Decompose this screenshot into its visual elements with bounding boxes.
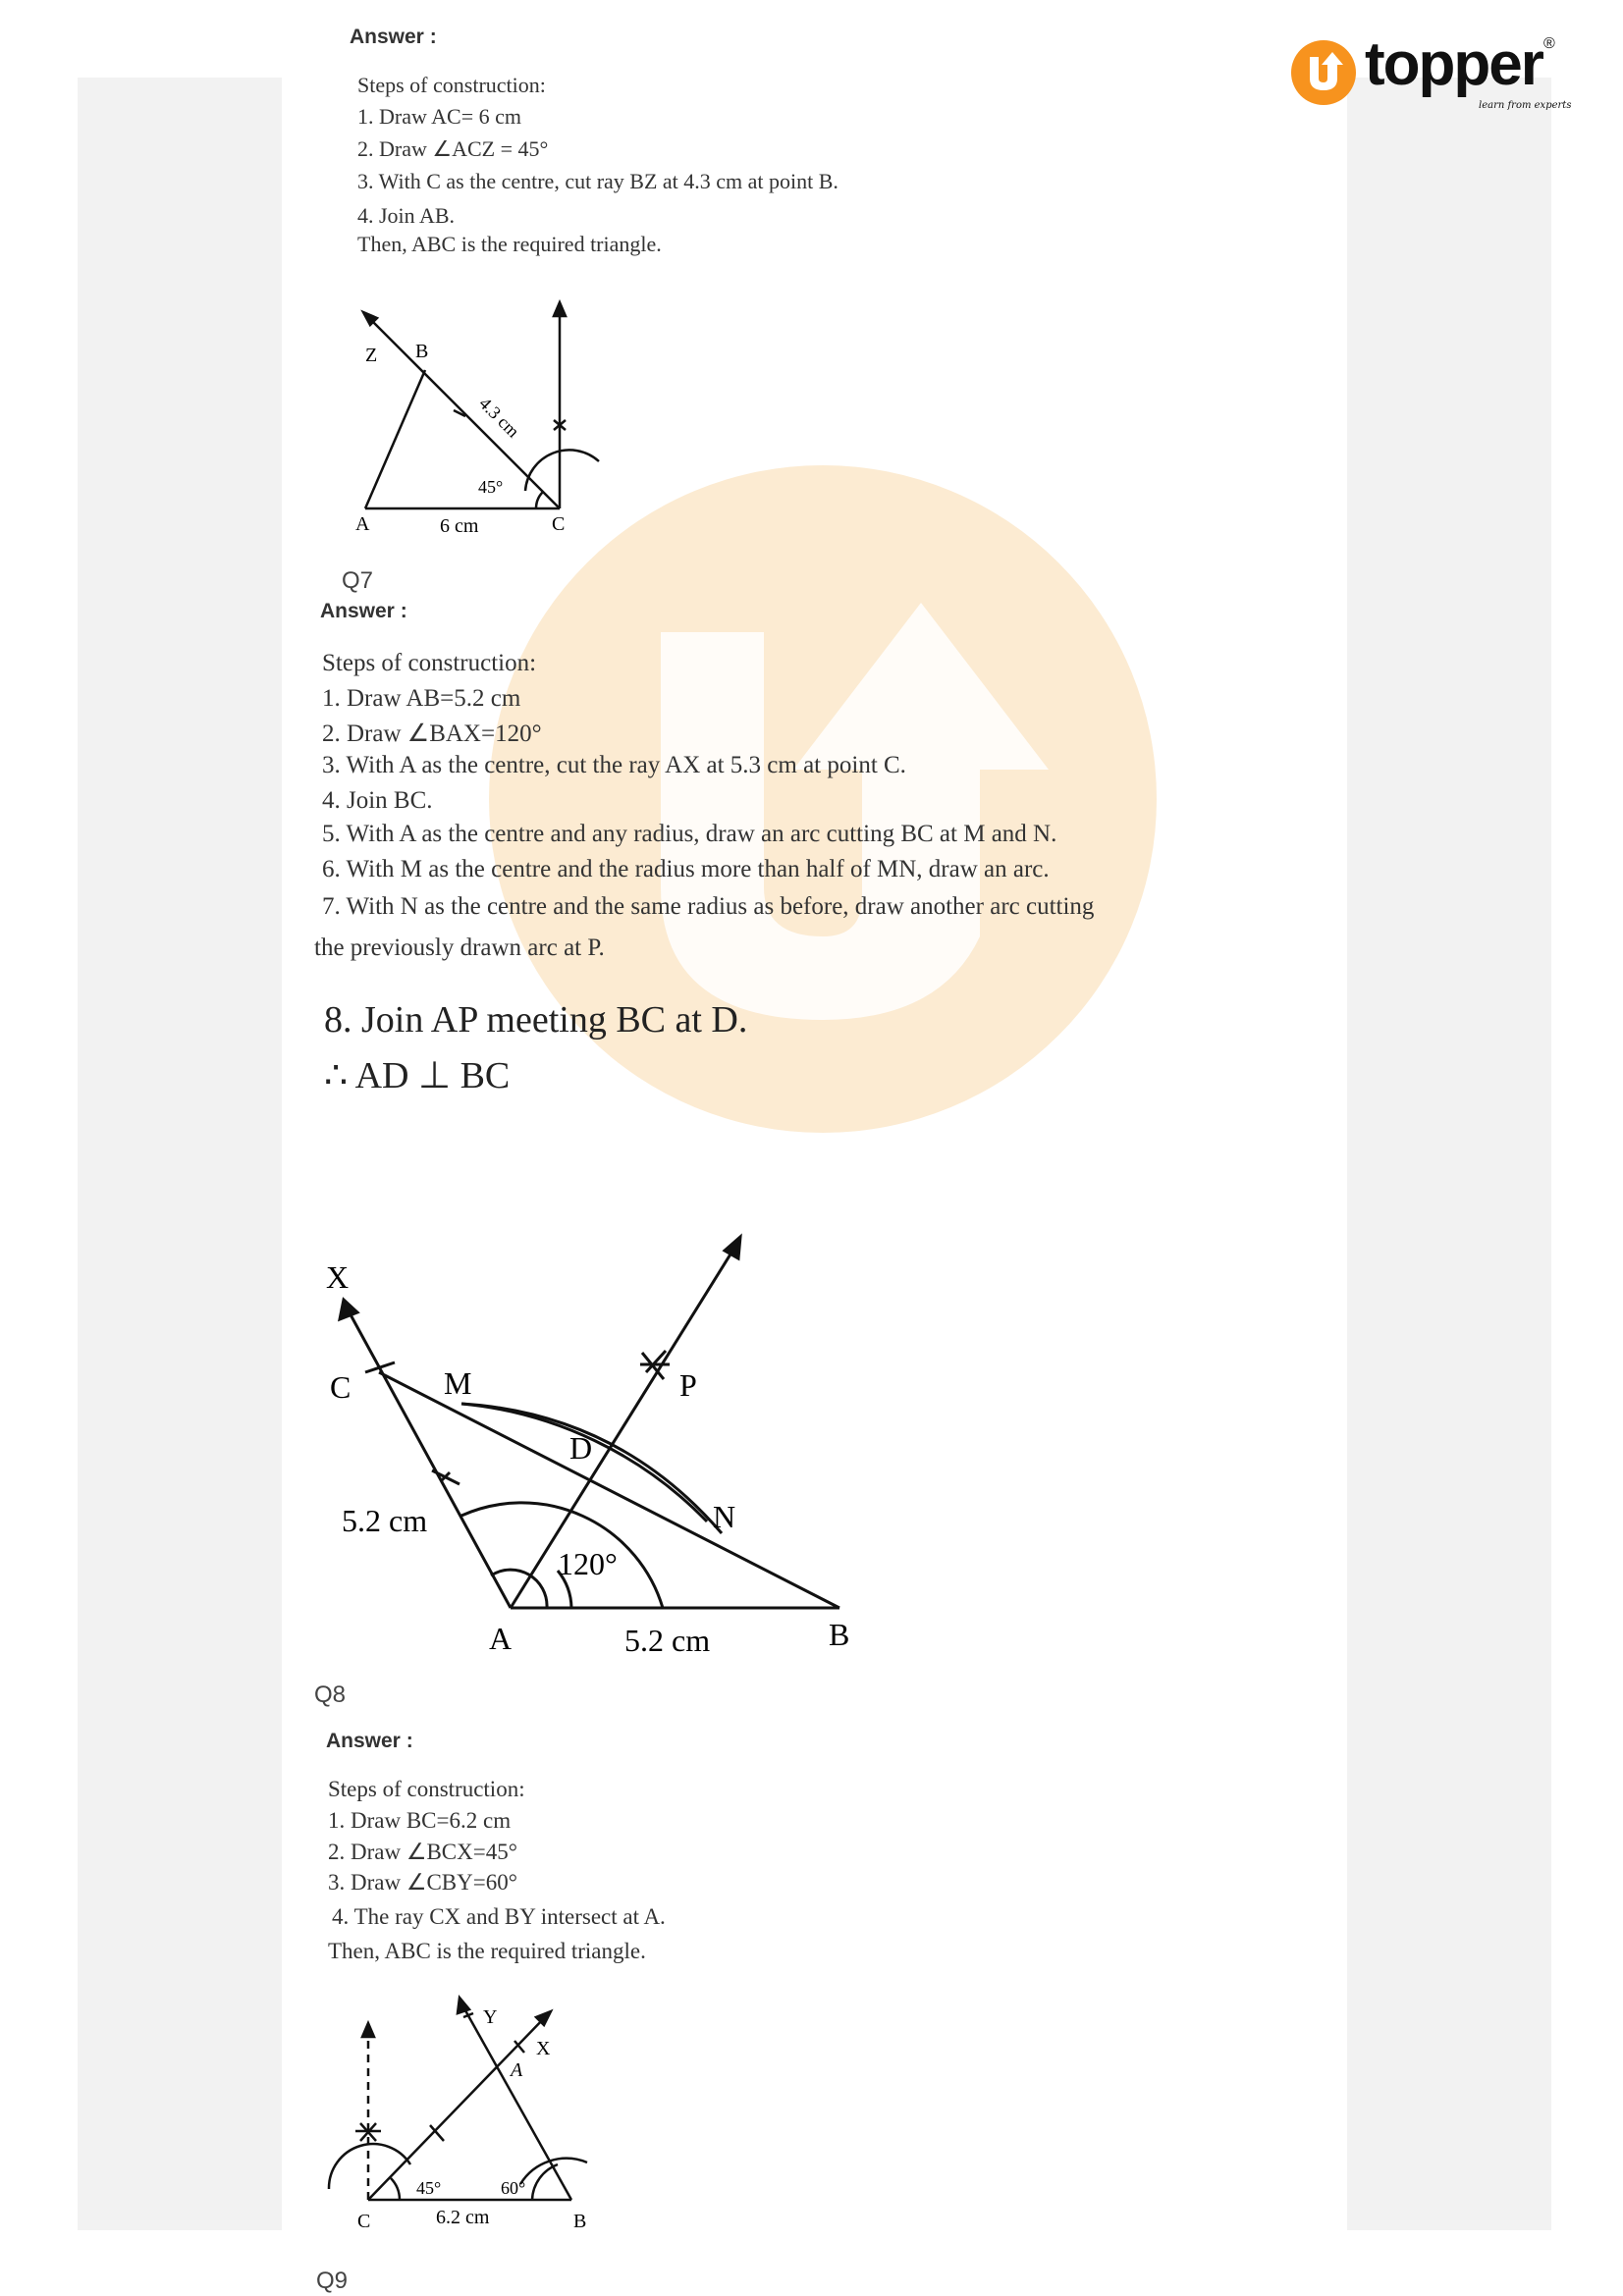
figure-side-label: 6 cm (440, 515, 479, 537)
construction-heading: Steps of construction: (357, 73, 546, 97)
figure-label: Y (483, 2006, 498, 2028)
construction-step: 6. With M as the centre and the radius more than half of MN, draw an arc. (322, 856, 1050, 882)
right-margin-panel (1347, 78, 1551, 2230)
figure-label: C (357, 2211, 371, 2232)
figure-side-label: 5.2 cm (624, 1623, 711, 1658)
figure-label: A (489, 1621, 513, 1656)
construction-step: 2. Draw ∠BCX=45° (328, 1840, 517, 1864)
question-label: Q7 (342, 567, 374, 594)
figure-angle-label: 45° (416, 2178, 442, 2198)
question-label: Q9 (316, 2268, 349, 2294)
figure-label: D (569, 1430, 593, 1466)
q6-triangle-figure (344, 294, 619, 550)
question-label: Q8 (314, 1682, 347, 1708)
q8-triangle-figure (314, 1988, 609, 2243)
q7-perpendicular-figure (314, 1227, 903, 1669)
construction-step: 2. Draw ∠BAX=120° (322, 721, 542, 747)
construction-step: 1. Draw BC=6.2 cm (328, 1808, 512, 1833)
logo-wordmark: topper (1365, 30, 1542, 98)
figure-label: M (444, 1365, 472, 1401)
construction-conclusion: ∴ AD ⊥ BC (324, 1055, 511, 1096)
figure-label: A (355, 513, 370, 535)
answer-label: Answer : (326, 1730, 413, 1752)
figure-side-label: 6.2 cm (436, 2207, 490, 2228)
figure-label: X (536, 2038, 551, 2059)
figure-label: N (713, 1499, 736, 1534)
construction-step-large: 8. Join AP meeting BC at D. (324, 999, 748, 1041)
construction-step: 5. With A as the centre and any radius, draw an arc cutting BC at M and N. (322, 821, 1057, 847)
logo-tagline: learn from experts (1479, 100, 1572, 111)
construction-step-continuation: the previously drawn arc at P. (314, 934, 605, 961)
construction-step: 4. Join AB. (357, 203, 456, 228)
construction-conclusion: Then, ABC is the required triangle. (328, 1939, 646, 1963)
construction-step: 7. With N as the centre and the same radius as before, draw another arc cutting (322, 893, 1095, 920)
left-margin-panel (78, 78, 282, 2230)
answer-label: Answer : (350, 26, 437, 48)
construction-step: 1. Draw AC= 6 cm (357, 104, 521, 129)
figure-angle-label: 45° (478, 477, 504, 497)
figure-label: Z (365, 345, 378, 366)
figure-side-label: 5.2 cm (342, 1503, 428, 1538)
topper-logo[interactable] (1286, 30, 1572, 124)
construction-heading: Steps of construction: (328, 1777, 525, 1801)
figure-label: A (511, 2059, 523, 2081)
figure-label: B (415, 341, 429, 362)
construction-heading: Steps of construction: (322, 650, 537, 676)
construction-step: 4. Join BC. (322, 787, 433, 814)
figure-label: B (829, 1617, 850, 1652)
construction-step: 4. The ray CX and BY intersect at A. (332, 1904, 666, 1929)
answer-label: Answer : (320, 600, 407, 622)
figure-label: P (679, 1367, 697, 1403)
logo-registered-mark: ® (1543, 35, 1555, 52)
figure-label: X (326, 1259, 350, 1295)
figure-label: C (552, 513, 566, 535)
construction-step: 3. With A as the centre, cut the ray AX at 5.3 cm at point C. (322, 752, 906, 778)
figure-label: C (330, 1369, 352, 1405)
figure-angle-label: 120° (558, 1546, 618, 1581)
figure-angle-label: 60° (501, 2178, 526, 2198)
construction-step: 1. Draw AB=5.2 cm (322, 685, 521, 712)
construction-conclusion: Then, ABC is the required triangle. (357, 232, 662, 256)
construction-step: 3. With C as the centre, cut ray BZ at 4.3 cm at point B. (357, 169, 839, 193)
figure-side-label: 4.3 cm (475, 393, 523, 442)
construction-step: 2. Draw ∠ACZ = 45° (357, 136, 549, 161)
figure-label: B (573, 2211, 587, 2232)
construction-step: 3. Draw ∠CBY=60° (328, 1870, 517, 1895)
